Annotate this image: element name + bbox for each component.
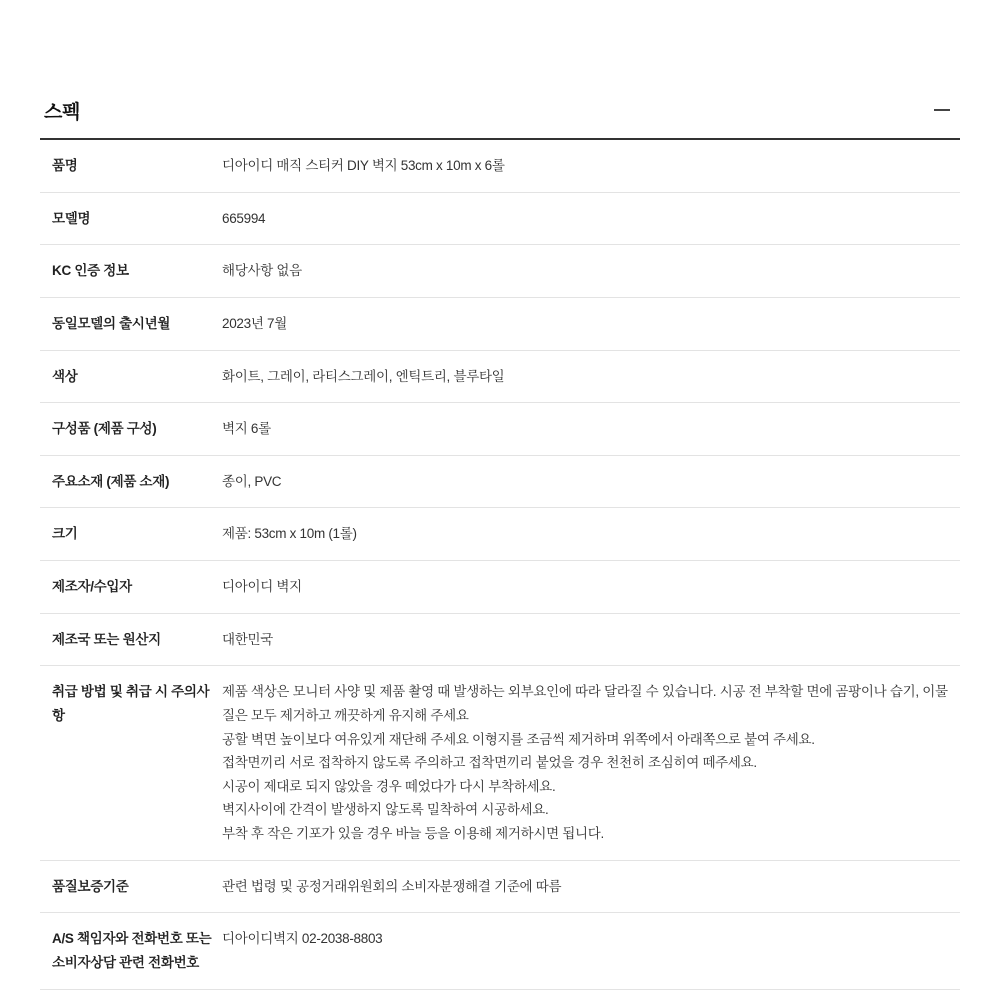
spec-value-line: 디아이디벽지 02-2038-8803	[222, 931, 383, 947]
spec-table-body	[40, 139, 960, 989]
spec-label: 구성품 (제품 구성)	[52, 421, 157, 437]
table-row	[40, 561, 960, 614]
spec-value-line: 접착면끼리 서로 접착하지 않도록 주의하고 접착면끼리 붙었을 경우 천천히 조심히여 떼주세요.	[222, 755, 757, 771]
spec-value	[222, 350, 960, 403]
spec-label: A/S 책임자와 전화번호 또는 소비자상담 관련 전화번호	[52, 931, 212, 970]
spec-value	[222, 913, 960, 989]
spec-value	[222, 860, 960, 913]
spec-value	[222, 666, 960, 860]
spec-value-line: 종이, PVC	[222, 473, 282, 489]
spec-value-line: 화이트, 그레이, 라티스그레이, 엔틱트리, 블루타일	[222, 368, 505, 384]
spec-value-line: 해당사항 없음	[222, 263, 302, 279]
table-row	[40, 455, 960, 508]
table-row	[40, 403, 960, 456]
spec-value-line: 공할 벽면 높이보다 여유있게 재단해 주세요 이형지를 조금씩 제거하며 위쪽에서 아래쪽으로 붙여 주세요.	[222, 731, 815, 747]
table-row	[40, 666, 960, 860]
table-row	[40, 508, 960, 561]
spec-value-line: 665994	[222, 210, 266, 226]
spec-value	[222, 613, 960, 666]
spec-value	[222, 297, 960, 350]
spec-label: 제조자/수입자	[52, 579, 132, 594]
spec-label: 모델명	[52, 210, 91, 226]
spec-value-line: 디아이디 매직 스티커 DIY 벽지 53cm x 10m x 6롤	[222, 158, 505, 173]
spec-value-line: 벽지사이에 간격이 발생하지 않도록 밀착하여 시공하세요.	[222, 802, 549, 818]
minus-icon[interactable]	[928, 96, 956, 124]
spec-label: 취급 방법 및 취급 시 주의사항	[52, 684, 210, 723]
spec-value	[222, 245, 960, 298]
spec-label: 색상	[52, 368, 78, 384]
spec-value	[222, 139, 960, 192]
spec-value-line: 벽지 6롤	[222, 421, 271, 437]
table-row	[40, 139, 960, 192]
spec-value-line: 관련 법령 및 공정거래위원회의 소비자분쟁해결 기준에 따름	[222, 878, 562, 894]
spec-value	[222, 192, 960, 245]
table-row	[40, 860, 960, 913]
table-row	[40, 613, 960, 666]
spec-value-line: 2023년 7월	[222, 315, 287, 331]
spec-label: 크기	[52, 526, 78, 542]
spec-label: KC 인증 정보	[52, 263, 129, 279]
table-row	[40, 913, 960, 989]
table-row	[40, 245, 960, 298]
spec-section	[40, 96, 960, 990]
spec-label: 품명	[52, 158, 78, 173]
page-title: 스펙	[44, 101, 80, 123]
spec-label: 동일모델의 출시년월	[52, 315, 171, 331]
spec-value-line: 제품 색상은 모니터 사양 및 제품 촬영 때 발생하는 외부요인에 따라 달라질 수 있습니다. 시공 전 부착할 면에 곰팡이나 습기, 이물질은 모두 제거하고 깨끗하게 유지해 주세요	[222, 684, 948, 723]
spec-value	[222, 403, 960, 456]
spec-value-line: 부착 후 작은 기포가 있을 경우 바늘 등을 이용해 제거하시면 됩니다.	[222, 826, 604, 841]
spec-value	[222, 508, 960, 561]
spec-label: 제조국 또는 원산지	[52, 631, 161, 647]
table-row	[40, 350, 960, 403]
spec-value-line: 시공이 제대로 되지 않았을 경우 떼었다가 다시 부착하세요.	[222, 778, 556, 794]
spec-value-line: 대한민국	[222, 631, 273, 647]
spec-label: 주요소재 (제품 소재)	[52, 473, 170, 489]
spec-value	[222, 455, 960, 508]
spec-value	[222, 561, 960, 614]
spec-value-line: 디아이디 벽지	[222, 579, 302, 594]
spec-header	[40, 96, 960, 138]
minus-icon-bar	[934, 109, 950, 111]
table-row	[40, 192, 960, 245]
spec-table	[40, 138, 960, 990]
spec-label: 품질보증기준	[52, 878, 129, 894]
spec-value-line: 제품: 53cm x 10m (1롤)	[222, 526, 357, 542]
table-row	[40, 297, 960, 350]
